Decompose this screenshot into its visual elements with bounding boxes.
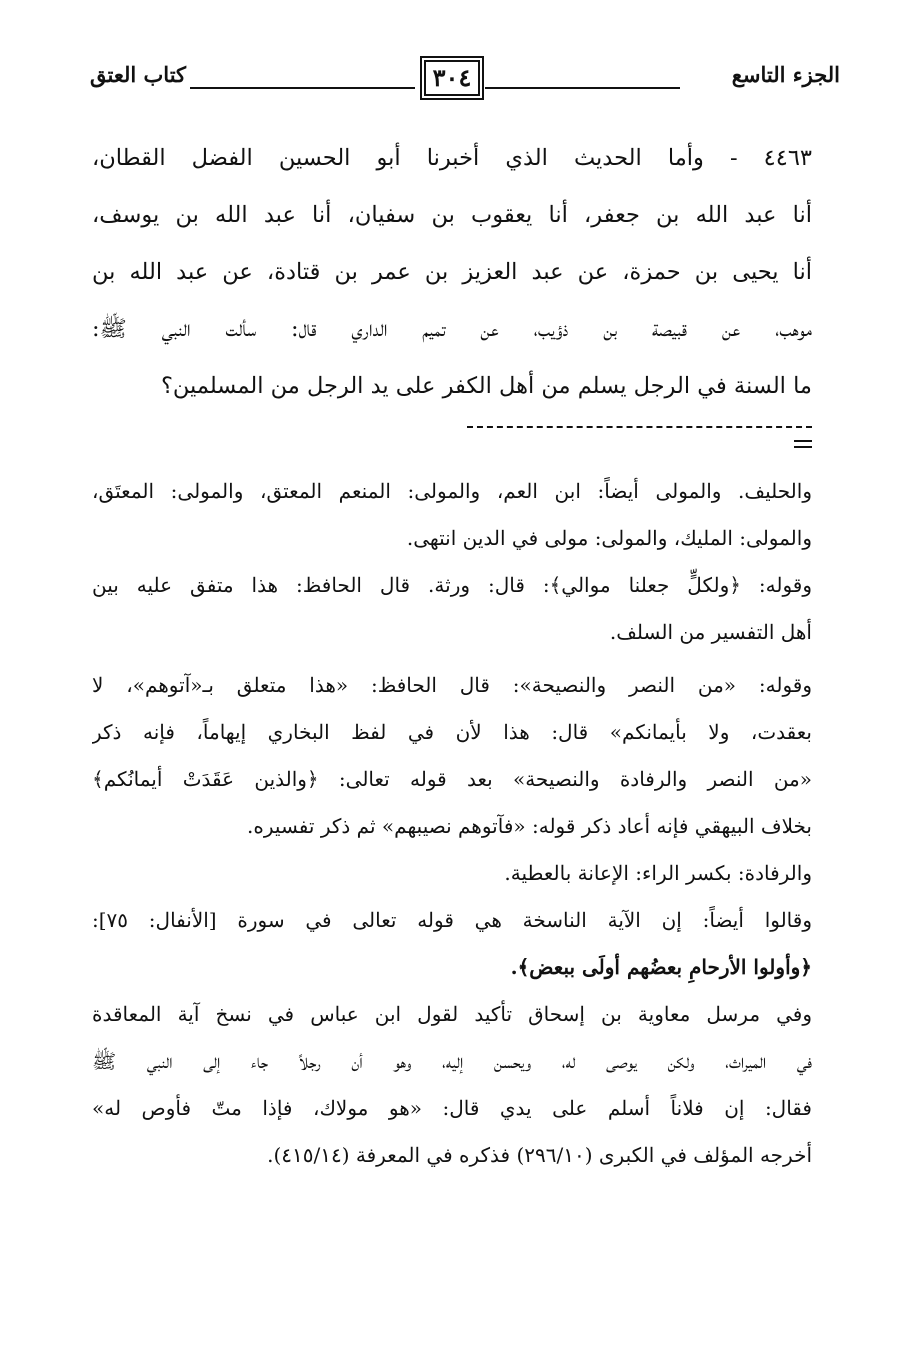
- header-rule-right: [485, 87, 680, 89]
- footnote-line: أهل التفسير من السلف.: [609, 620, 812, 644]
- main-line: أنا عبد الله بن جعفر، أنا يعقوب بن سفيان، أنا عبد الله بن يوسف،: [92, 202, 812, 228]
- footnote-line: وقوله: ﴿ولكلٍّ جعلنا موالي﴾: قال: ورثة. قال الحافظ: هذا متفق عليه بين: [92, 573, 812, 597]
- footnote-line: وقوله: «من النصر والنصيحة»: قال الحافظ: «هذا متعلق بـ«آتوهم»، لا: [92, 673, 812, 697]
- hadith-text: [92, 130, 812, 415]
- footnote-line: بخلاف البيهقي فإنه أعاد ذكر قوله: «فآتوهم نصيبهم» ثم ذكر تفسيره.: [247, 814, 812, 838]
- equals-mark: [794, 446, 812, 448]
- footnote-line: «من النصر والرفادة والنصيحة» بعد قوله تعالى: ﴿والذين عَقَدَتْ أيمانُكم﴾: [92, 767, 812, 791]
- main-line: ما السنة في الرجل يسلم من أهل الكفر على يد الرجل من المسلمين؟: [160, 373, 812, 399]
- page-number: ٣٠٤: [420, 56, 484, 100]
- main-line: أنا يحيى بن حمزة، عن عبد العزيز بن عمر بن قتادة، عن عبد الله بن: [92, 259, 812, 285]
- volume-title: الجزء التاسع: [731, 62, 840, 87]
- footnote-line: وفي مرسل معاوية بن إسحاق تأكيد لقول ابن عباس في نسخ آية المعاقدة: [92, 1002, 812, 1026]
- footnote-line: أخرجه المؤلف في الكبرى (٢٩٦/١٠) فذكره في المعرفة (٤١٥/١٤).: [267, 1143, 812, 1167]
- header-rule-left: [190, 87, 415, 89]
- footnote-line: والحليف. والمولى أيضاً: ابن العم، والمولى: المنعم المعتق، والمولى: المعتَق،: [92, 479, 812, 503]
- footnote-line: والمولى: المليك، والمولى: مولى في الدين انتهى.: [406, 526, 812, 550]
- footnote-line: بعقدت، ولا بأيمانكم» قال: هذا لأن في لفظ البخاري إيهاماً، فإنه ذكر: [92, 720, 812, 744]
- book-title: كتاب العتق: [90, 62, 187, 87]
- footnote-line: والرفادة: بكسر الراء: الإعانة بالعطية.: [504, 861, 812, 885]
- main-line: موهب، عن قبيصة بن ذؤيب، عن تميم الداري قال: سألت النبي ﷺ:: [92, 316, 812, 342]
- equals-mark: [794, 440, 812, 442]
- main-line: ٤٤٦٣ - وأما الحديث الذي أخبرنا أبو الحسين الفضل القطان،: [92, 145, 812, 171]
- footnote-line: في الميراث، ولكن يوصى له، ويحسن إليه، وهو أن رجلاً جاء إلى النبي ﷺ: [92, 1049, 812, 1073]
- page-header: [90, 52, 840, 102]
- footnote-line: وقالوا أيضاً: إن الآية الناسخة هي قوله تعالى في سورة [الأنفال: ٧٥]:: [92, 908, 812, 932]
- footnote-line: ﴿وأولوا الأرحامِ بعضُهم أولَى ببعض﴾.: [510, 955, 812, 979]
- footnote-line: فقال: إن فلاناً أسلم على يدي قال: «هو مولاك، فإذا متّ فأوص له»: [92, 1096, 812, 1120]
- footnotes: [92, 468, 812, 1179]
- footnote-separator: [92, 418, 812, 438]
- dashed-rule: [467, 426, 812, 428]
